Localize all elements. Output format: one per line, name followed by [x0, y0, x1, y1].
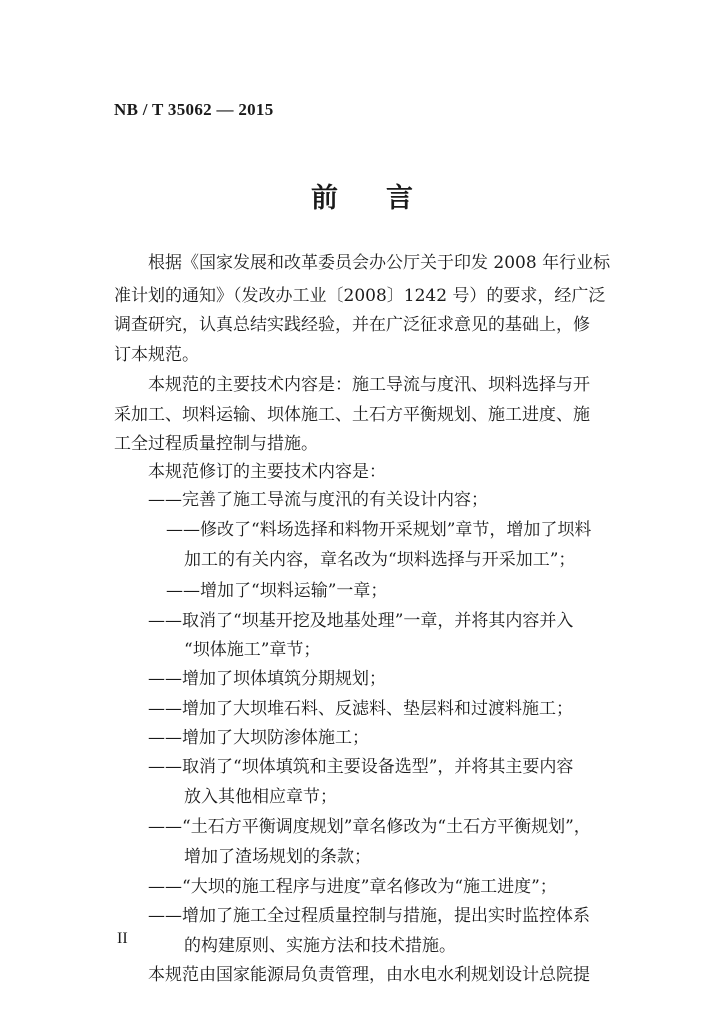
text-line: 调查研究，认真总结实践经验，并在广泛征求意见的基础上，修 [114, 315, 590, 335]
title-char-1: 前 [311, 183, 338, 214]
list-item: ——增加了坝体填筑分期规划； [148, 669, 386, 689]
list-item: ——增加了“坝料运输”一章； [166, 581, 388, 601]
text-line: 订本规范。 [114, 345, 199, 365]
page-number: II [117, 930, 128, 947]
text-line: 本规范由国家能源局负责管理，由水电水利规划设计总院提 [148, 965, 590, 985]
list-item-continuation: 放入其他相应章节； [184, 787, 337, 807]
list-item-continuation: 的构建原则、实施方法和技术措施。 [184, 936, 456, 956]
list-item: ——增加了施工全过程质量控制与措施，提出实时监控体系 [148, 906, 590, 926]
list-item: ——取消了“坝体填筑和主要设备选型”，并将其主要内容 [148, 757, 574, 777]
list-item: ——“土石方平衡调度规划”章名修改为“土石方平衡规划”， [148, 817, 591, 837]
page-title [0, 176, 724, 215]
list-item: ——增加了大坝堆石料、反滤料、垫层料和过渡料施工； [148, 699, 573, 719]
text-line: 本规范修订的主要技术内容是： [148, 462, 386, 482]
list-item-continuation: “坝体施工”章节； [184, 640, 321, 660]
text-line: 本规范的主要技术内容是：施工导流与度汛、坝料选择与开 [148, 375, 590, 395]
text-line: 采加工、坝料运输、坝体施工、土石方平衡规划、施工进度、施 [114, 405, 590, 425]
list-item: ——修改了“料场选择和料物开采规划”章节，增加了坝料 [166, 520, 592, 540]
list-item: ——“大坝的施工程序与进度”章名修改为“施工进度”； [148, 877, 557, 897]
title-char-2: 言 [386, 183, 413, 214]
text-line: 根据《国家发展和改革委员会办公厅关于印发 2008 年行业标 [148, 253, 611, 273]
list-item-continuation: 加工的有关内容，章名改为“坝料选择与开采加工”； [184, 550, 576, 570]
standard-code: NB / T 35062 — 2015 [114, 100, 274, 119]
list-item: ——取消了“坝基开挖及地基处理”一章，并将其内容并入 [148, 611, 574, 631]
text-line: 准计划的通知》（发改办工业〔2008〕1242 号）的要求，经广泛 [114, 286, 606, 306]
list-item: ——完善了施工导流与度汛的有关设计内容； [148, 490, 488, 510]
list-item: ——增加了大坝防渗体施工； [148, 728, 369, 748]
list-item-continuation: 增加了渣场规划的条款； [184, 847, 371, 867]
text-line: 工全过程质量控制与措施。 [114, 434, 318, 454]
